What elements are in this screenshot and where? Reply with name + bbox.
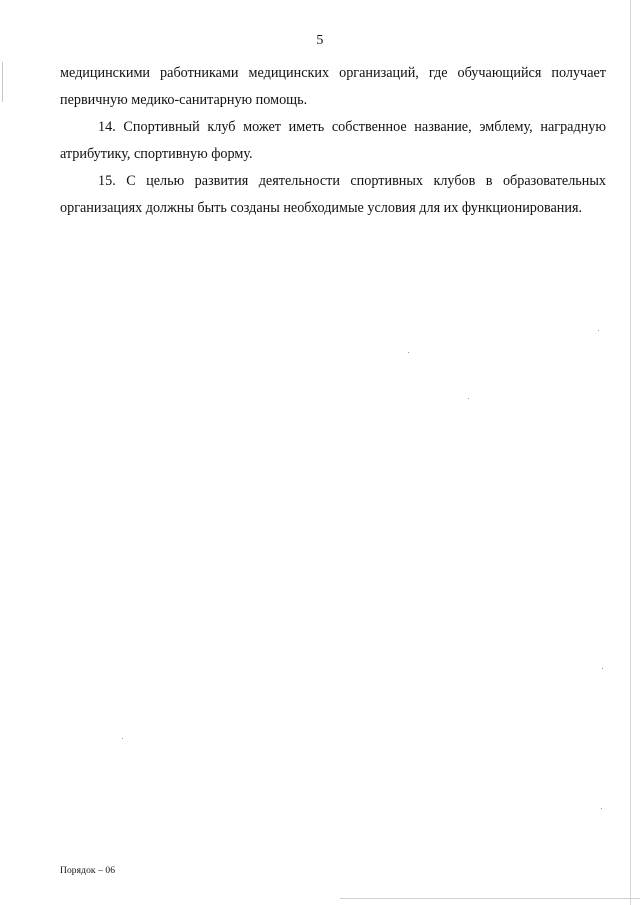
scan-mark-left xyxy=(2,62,3,102)
page-number: 5 xyxy=(316,33,324,48)
footer-label: Порядок – 06 xyxy=(60,866,116,876)
paragraph-line: атрибутику, спортивную форму. xyxy=(60,146,253,162)
scan-edge-bottom xyxy=(340,898,640,899)
scan-speck xyxy=(601,808,602,809)
scan-speck xyxy=(122,738,123,739)
paragraph-line: 15. С целью развития деятельности спортивных клубов в образовательных xyxy=(98,173,606,189)
paragraph-line: первичную медико-санитарную помощь. xyxy=(60,92,308,108)
paragraph-line: 14. Спортивный клуб может иметь собственное название, эмблему, наградную xyxy=(98,119,606,135)
paragraph-line: медицинскими работниками медицинских организаций, где обучающийся получает xyxy=(60,65,606,81)
paragraph-line: организациях должны быть созданы необходимые условия для их функционирования. xyxy=(60,200,583,216)
scan-speck xyxy=(468,398,469,399)
scan-speck xyxy=(598,330,599,331)
scan-speck xyxy=(602,668,603,669)
scan-edge-right xyxy=(630,0,631,905)
scan-speck xyxy=(408,352,409,353)
